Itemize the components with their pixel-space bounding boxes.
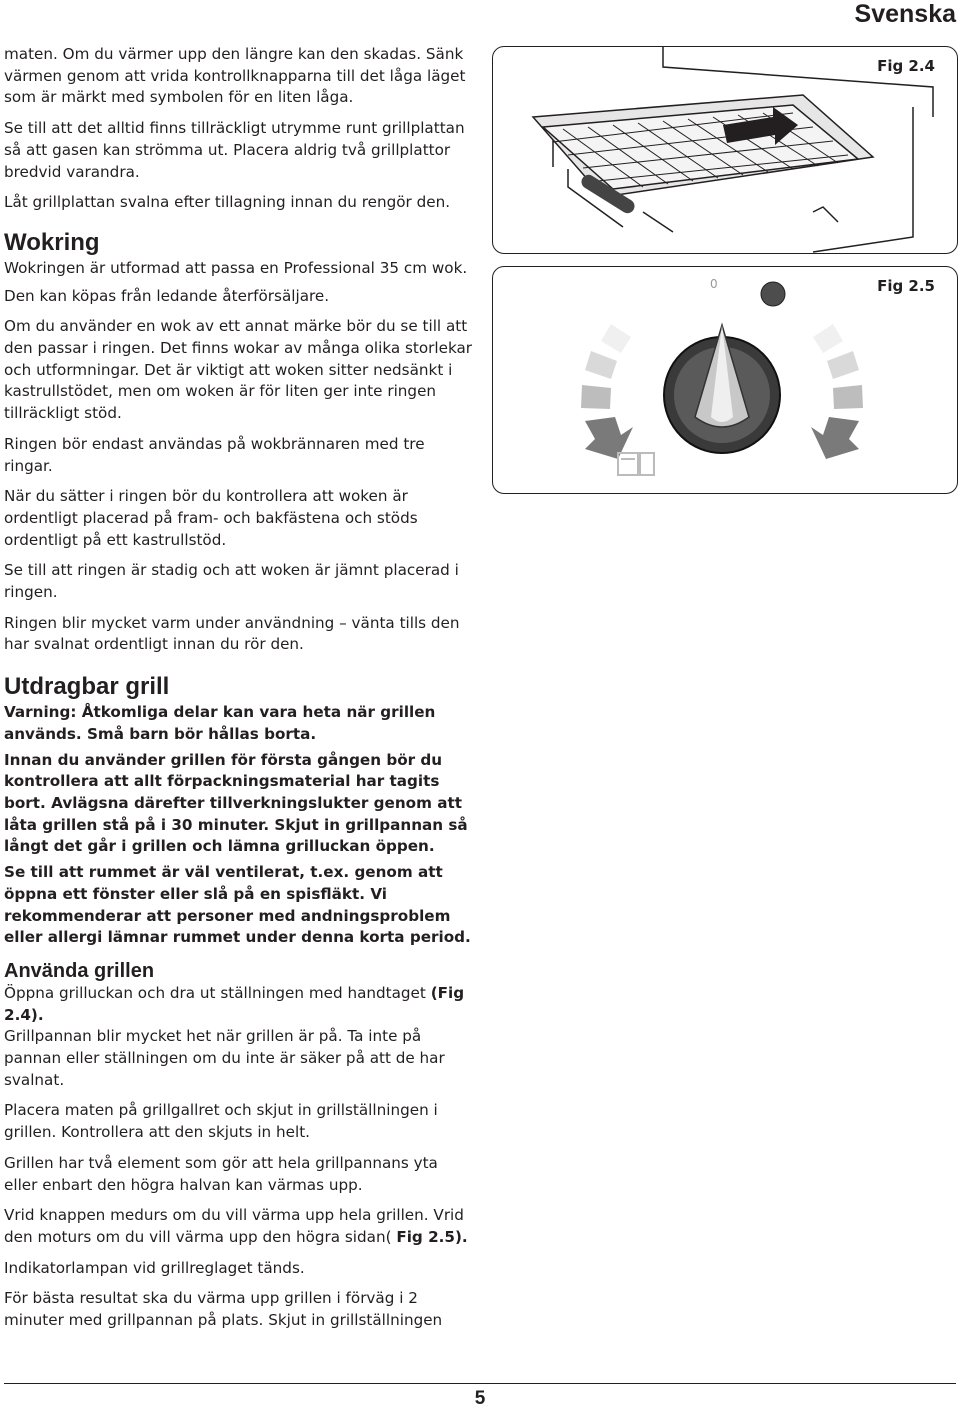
paragraph: Placera maten på grillgallret och skjut in grillställningen i grillen. Kontrollera att den skjuts in helt. [4, 1101, 438, 1142]
paragraph-text: Öppna grilluckan och dra ut ställningen med handtaget [4, 983, 431, 1002]
language-heading: Svenska [854, 0, 956, 28]
using-grill-heading: Använda grillen [4, 959, 155, 982]
grill-tray-illustration [493, 47, 957, 253]
paragraph: Indikatorlampan vid grillreglaget tänds. [4, 1258, 305, 1277]
figure-reference: Fig 2.5). [396, 1227, 468, 1246]
paragraph: För bästa resultat ska du värma upp grillen i förväg i 2 minuter med grillpannan på plats. Skjut in grillställningen [4, 1289, 443, 1330]
paragraph-text: Vrid knappen medurs om du vill värma upp hela grillen. Vrid den moturs om du vill värma upp den högra sidan( [4, 1206, 464, 1246]
figure-label: Fig 2.4 [877, 57, 935, 75]
paragraph: Se till att det alltid finns tillräckligt utrymme runt grillplattan så att gasen kan strömma ut. Placera aldrig två grillplattor bredvid varandra. [4, 119, 465, 181]
knob-zero-mark: 0 [710, 277, 718, 291]
warning-paragraph: Innan du använder grillen för första gången bör du kontrollera att allt förpackningsmaterial har tagits bort. Avlägsna därefter tillverkningslukter genom att låta grillen stå på i 30 minuter. Skjut in grillpannan så långt det går i grillen och lämna grilluckan öppen. [4, 750, 468, 856]
grill-symbol-icon [618, 453, 654, 475]
paragraph: Den kan köpas från ledande återförsäljare. [4, 286, 330, 305]
paragraph: Ringen bör endast användas på wokbrännaren med tre ringar. [4, 434, 425, 475]
figure-label: Fig 2.5 [877, 277, 935, 295]
text-column [4, 44, 474, 1341]
paragraph-text: Grillpannan blir mycket het när grillen är på. Ta inte på pannan eller ställningen om du inte är säker på att de har svalnat. [4, 1027, 445, 1089]
page-number: 5 [474, 1388, 486, 1409]
grill-control-knob-illustration [493, 267, 957, 493]
grill-heading: Utdragbar grill [4, 673, 170, 701]
warning-paragraph: Se till att rummet är väl ventilerat, t.ex. genom att öppna ett fönster eller slå på en spisfläkt. Vi rekommenderar att personer med andningsproblem eller allergi lämnar rummet under denna korta period. [4, 863, 471, 947]
paragraph: När du sätter i ringen bör du kontrollera att woken är ordentligt placerad på fram- och bakfästena och stöds ordentligt på ett kastrullstöd. [4, 487, 418, 549]
paragraph [4, 1205, 474, 1248]
wokring-heading: Wokring [4, 228, 100, 256]
paragraph: Wokringen är utformad att passa en Professional 35 cm wok. [4, 258, 468, 277]
figure-reference: (Fig 2.4). [4, 983, 465, 1024]
indicator-lamp-icon [761, 282, 785, 306]
paragraph: Grillen har två element som gör att hela grillpannans yta eller enbart den högra halvan kan värmas upp. [4, 1153, 438, 1194]
paragraph: Låt grillplattan svalna efter tillagning innan du rengör den. [4, 193, 451, 212]
paragraph: Se till att ringen är stadig och att woken är jämnt placerad i ringen. [4, 561, 459, 602]
paragraph: Om du använder en wok av ett annat märke bör du se till att den passar i ringen. Det finns wokar av många olika storlekar och utformningar. Det är viktigt att woken sitter nedsänkt i kastrullstödet, men om woken är för liten ger inte ringen tillräckligt stöd. [4, 317, 473, 423]
paragraph [4, 983, 474, 1092]
footer-divider [4, 1383, 956, 1384]
figure-2-5 [492, 266, 958, 494]
paragraph: maten. Om du värmer upp den längre kan den skadas. Sänk värmen genom att vrida kontrollknapparna till det låga läget som är märkt med symbolen för en liten låga. [4, 45, 466, 107]
figure-2-4 [492, 46, 958, 254]
warning-paragraph: Varning: Åtkomliga delar kan vara heta när grillen används. Små barn bör hållas borta. [4, 703, 436, 743]
paragraph: Ringen blir mycket varm under användning – vänta tills den har svalnat ordentligt innan du rör den. [4, 613, 460, 654]
